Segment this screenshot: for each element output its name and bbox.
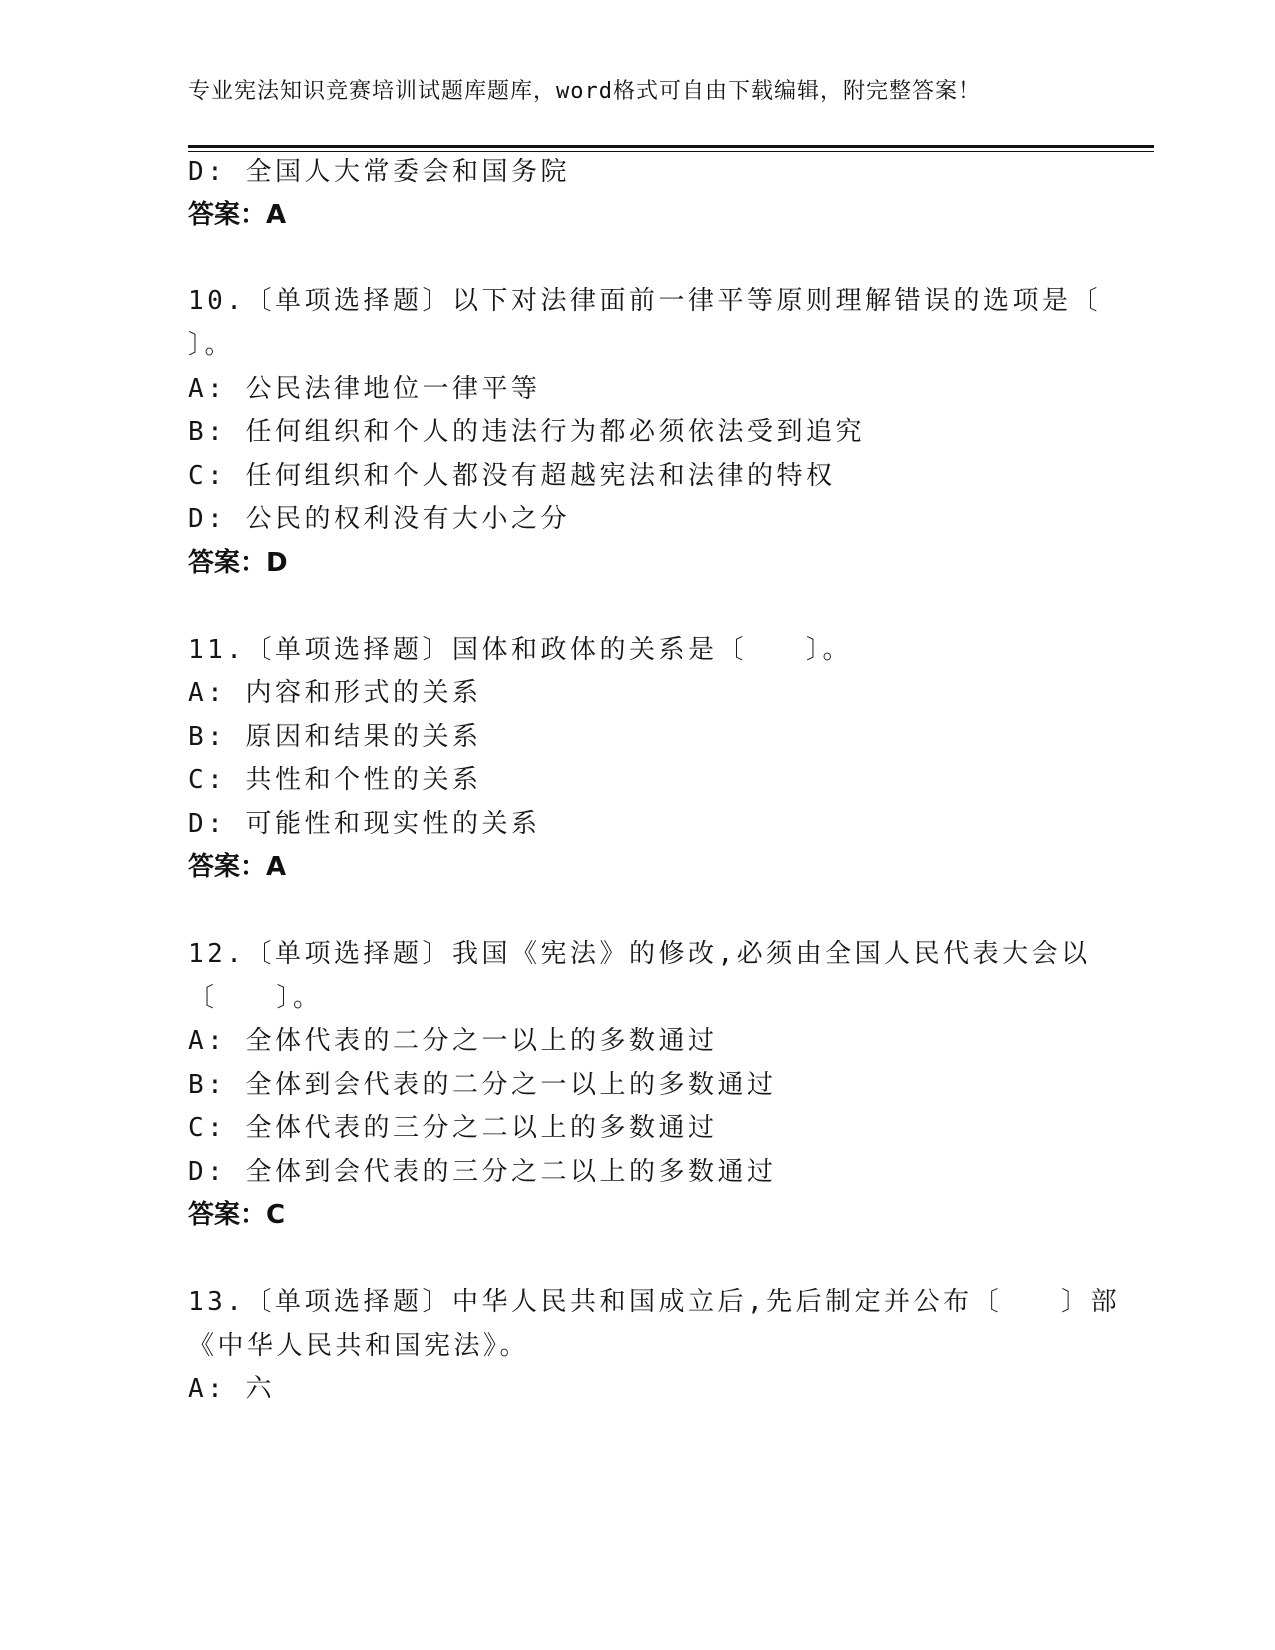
option-line: C: 全体代表的三分之二以上的多数通过 bbox=[188, 1113, 718, 1143]
option-line: B: 原因和结果的关系 bbox=[188, 722, 482, 752]
answer-line: 答案：A bbox=[188, 852, 287, 882]
option-line: A: 六 bbox=[188, 1374, 275, 1404]
option-line: A: 全体代表的二分之一以上的多数通过 bbox=[188, 1026, 718, 1056]
question-text-cont: 〔 〕。 bbox=[188, 983, 323, 1013]
option-line: B: 全体到会代表的二分之一以上的多数通过 bbox=[188, 1070, 777, 1100]
page-header: 专业宪法知识竞赛培训试题库题库，word格式可自由下载编辑，附完整答案！ bbox=[188, 79, 981, 104]
question-text: 10.〔单项选择题〕以下对法律面前一律平等原则理解错误的选项是〔 bbox=[188, 286, 1101, 316]
option-line: C: 共性和个性的关系 bbox=[188, 765, 482, 795]
question-text: 13.〔单项选择题〕中华人民共和国成立后,先后制定并公布〔 〕部 bbox=[188, 1287, 1121, 1317]
question-text-cont: 《中华人民共和国宪法》。 bbox=[188, 1331, 530, 1361]
answer-line: 答案：D bbox=[188, 548, 288, 578]
option-line: A: 内容和形式的关系 bbox=[188, 678, 482, 708]
answer-line: 答案：A bbox=[188, 200, 287, 230]
option-line: D: 全体到会代表的三分之二以上的多数通过 bbox=[188, 1157, 777, 1187]
option-line: D: 全国人大常委会和国务院 bbox=[188, 157, 570, 187]
option-line: A: 公民法律地位一律平等 bbox=[188, 374, 541, 404]
option-line: D: 可能性和现实性的关系 bbox=[188, 809, 541, 839]
option-line: D: 公民的权利没有大小之分 bbox=[188, 504, 570, 534]
header-divider-thin bbox=[188, 151, 1154, 152]
option-line: C: 任何组织和个人都没有超越宪法和法律的特权 bbox=[188, 461, 836, 491]
question-text-cont: 〕。 bbox=[188, 330, 235, 360]
answer-line: 答案：C bbox=[188, 1200, 286, 1230]
question-text: 12.〔单项选择题〕我国《宪法》的修改,必须由全国人民代表大会以 bbox=[188, 939, 1091, 969]
option-line: B: 任何组织和个人的违法行为都必须依法受到追究 bbox=[188, 417, 865, 447]
header-divider bbox=[188, 145, 1154, 148]
question-text: 11.〔单项选择题〕国体和政体的关系是〔 〕。 bbox=[188, 635, 852, 665]
